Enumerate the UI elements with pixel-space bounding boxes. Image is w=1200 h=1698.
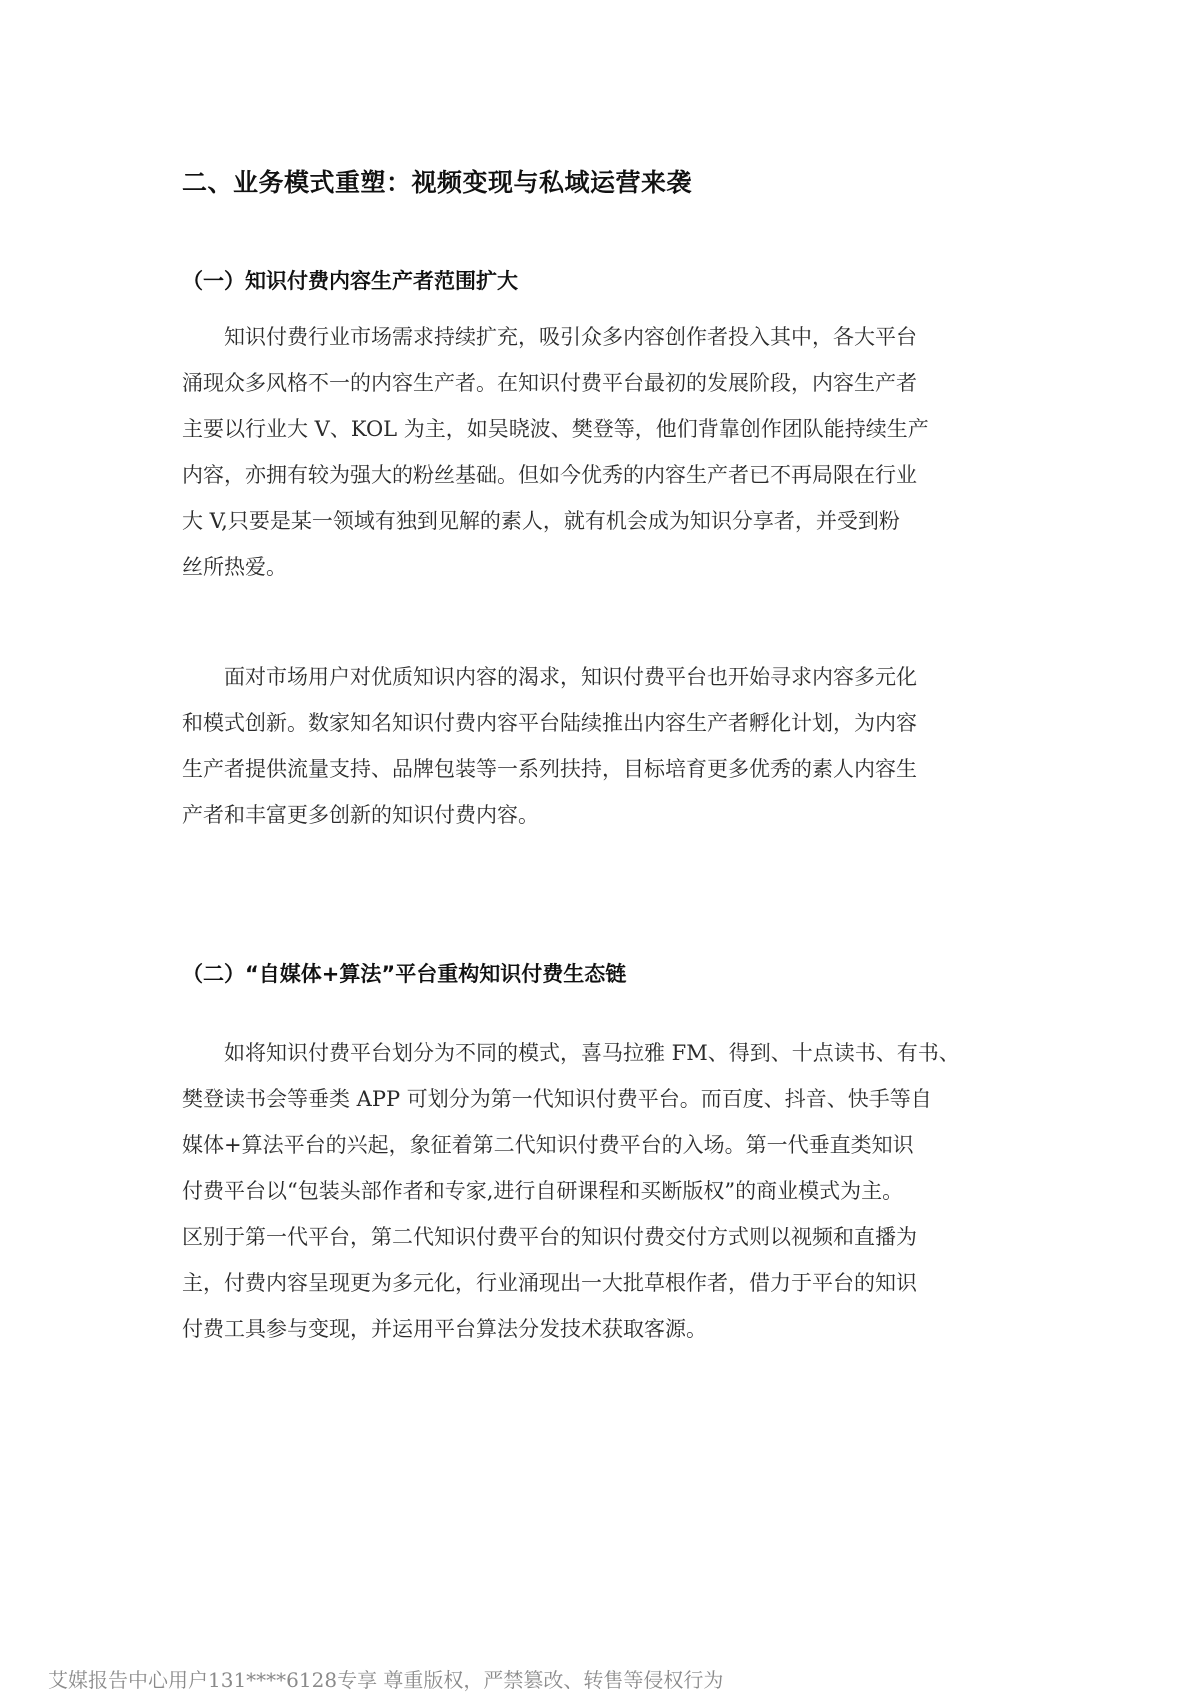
paragraph-2-1 (182, 1030, 1022, 1352)
text-line: 产者和丰富更多创新的知识付费内容。 (182, 803, 539, 827)
text-line: 付费工具参与变现，并运用平台算法分发技术获取客源。 (182, 1317, 707, 1341)
text-line: 和模式创新。数家知名知识付费内容平台陆续推出内容生产者孵化计划，为内容 (182, 711, 917, 735)
text-line: 主要以行业大 V、KOL 为主，如吴晓波、樊登等，他们背靠创作团队能持续生产 (182, 417, 929, 441)
subsection-heading-2: （二）“自媒体+算法”平台重构知识付费生态链 (182, 962, 627, 986)
text-line: 内容，亦拥有较为强大的粉丝基础。但如今优秀的内容生产者已不再局限在行业 (182, 463, 917, 487)
text-line: 区别于第一代平台，第二代知识付费平台的知识付费交付方式则以视频和直播为 (182, 1225, 917, 1249)
paragraph-1-2 (182, 654, 1022, 838)
paragraph-1-1 (182, 314, 1022, 590)
text-line: 生产者提供流量支持、品牌包装等一系列扶持，目标培育更多优秀的素人内容生 (182, 757, 917, 781)
text-line: 知识付费行业市场需求持续扩充，吸引众多内容创作者投入其中，各大平台 (224, 325, 917, 349)
section-title: 二、业务模式重塑：视频变现与私域运营来袭 (182, 168, 693, 197)
text-line: 丝所热爱。 (182, 555, 287, 579)
text-line: 涌现众多风格不一的内容生产者。在知识付费平台最初的发展阶段，内容生产者 (182, 371, 917, 395)
text-line: 媒体+算法平台的兴起，象征着第二代知识付费平台的入场。第一代垂直类知识 (182, 1133, 914, 1157)
text-line: 付费平台以“包装头部作者和专家,进行自研课程和买断版权”的商业模式为主。 (182, 1179, 904, 1203)
text-line: 面对市场用户对优质知识内容的渴求，知识付费平台也开始寻求内容多元化 (224, 665, 917, 689)
text-line: 主，付费内容呈现更为多元化，行业涌现出一大批草根作者，借力于平台的知识 (182, 1271, 917, 1295)
text-line: 如将知识付费平台划分为不同的模式，喜马拉雅 FM、得到、十点读书、有书、 (224, 1041, 960, 1065)
subsection-heading-1: （一）知识付费内容生产者范围扩大 (182, 269, 518, 293)
text-line: 樊登读书会等垂类 APP 可划分为第一代知识付费平台。而百度、抖音、快手等自 (182, 1087, 932, 1111)
text-line: 大 V,只要是某一领域有独到见解的素人，就有机会成为知识分享者，并受到粉 (182, 509, 900, 533)
footer-watermark: 艾媒报告中心用户131****6128专享 尊重版权，严禁篡改、转售等侵权行为 (48, 1668, 724, 1692)
